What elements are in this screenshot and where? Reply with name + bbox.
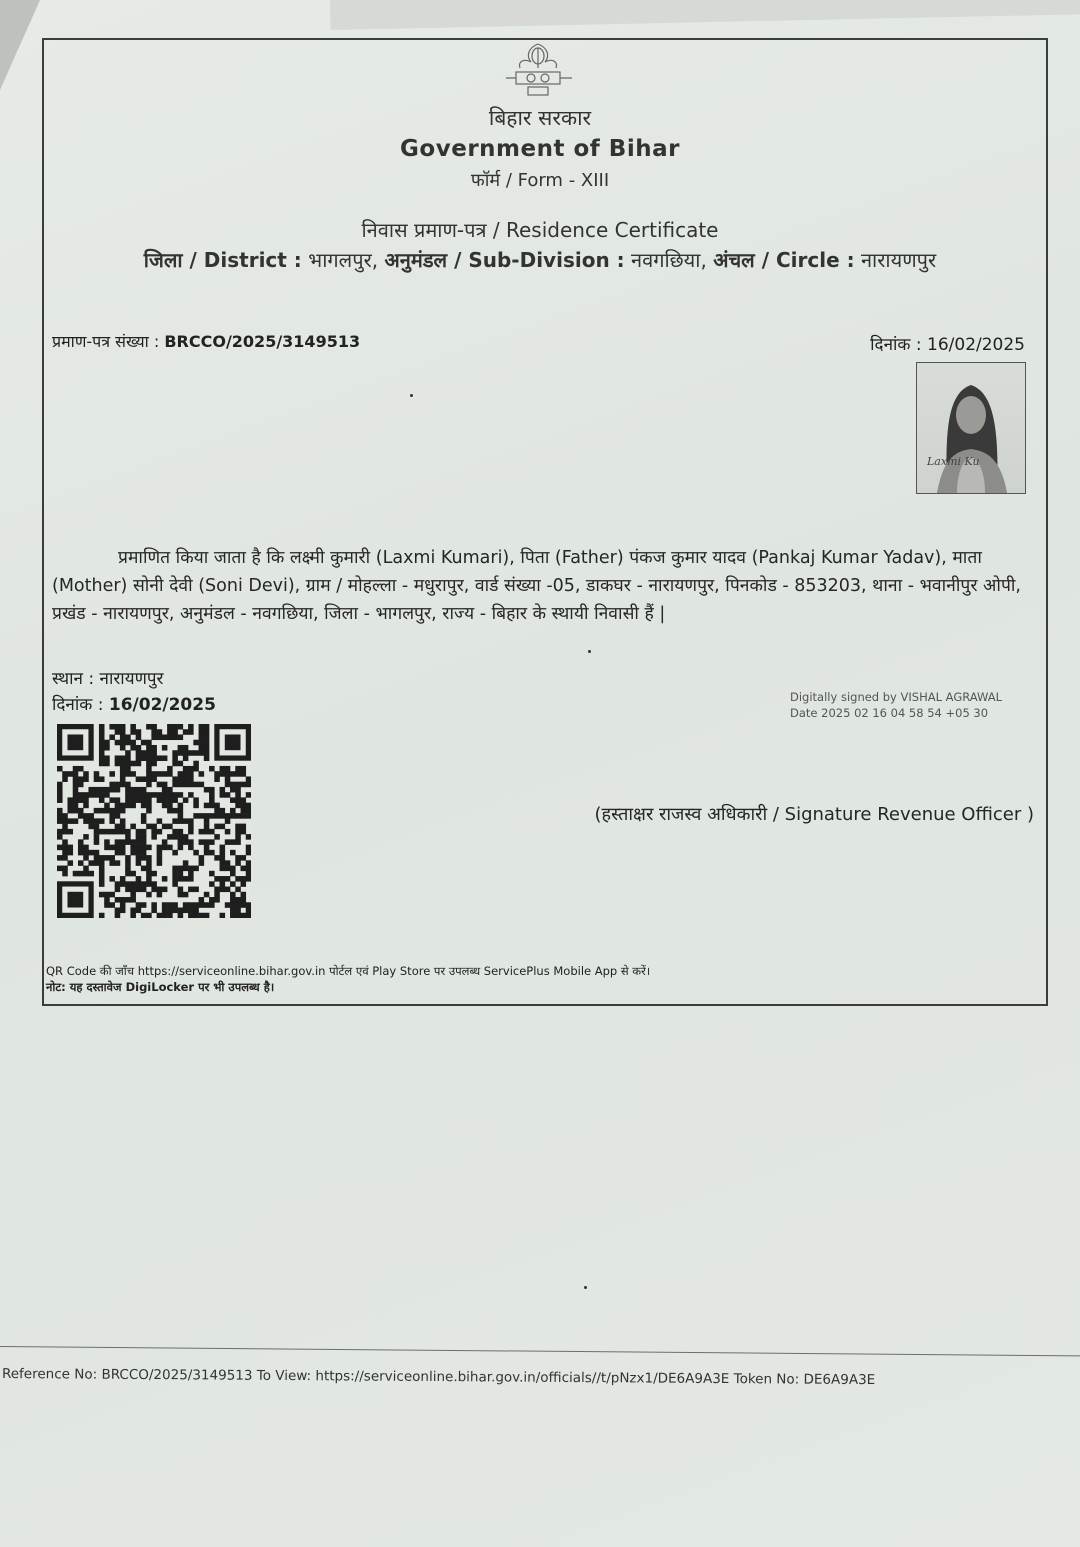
- qr-note-line2: नोट: यह दस्तावेज DigiLocker पर भी उपलब्ध है।: [46, 980, 275, 994]
- qr-verification-note: [46, 963, 650, 995]
- photo-signature: Laxmi Ku: [927, 455, 980, 468]
- place-value: नारायणपुर: [99, 669, 164, 689]
- certificate-body-text: प्रमाणित किया जाता है कि लक्ष्मी कुमारी (Laxmi Kumari), पिता (Father) पंकज कुमार यादव (Pankaj Kumar Yadav), माता (Mother) सोनी देवी (Soni Devi), ग्राम / मोहल्ला - मधुरापुर, वार्ड संख्या -05, डाकघर - नारायणपुर, पिनकोड - 853203, थाना - भवानीपुर ओपी, प्रखंड - नारायणपुर, अनुमंडल - नवगछिया, जिला - भागलपुर, राज्य - बिहार के स्थायी निवासी हैं |: [52, 548, 1021, 624]
- bihar-emblem-icon: [498, 40, 578, 100]
- paper-speck: [410, 394, 413, 397]
- qr-code-icon: [57, 724, 251, 918]
- district-label: जिला / District :: [143, 248, 302, 272]
- reference-divider: [0, 1346, 1080, 1356]
- district-value: भागलपुर,: [308, 248, 379, 272]
- jurisdiction-line: [0, 246, 1080, 273]
- certificate-number-label: प्रमाण-पत्र संख्या :: [52, 332, 160, 351]
- applicant-photo: [916, 362, 1026, 494]
- certificate-body: [52, 544, 1042, 628]
- issue-date-bottom: [52, 692, 216, 715]
- issue-date-value: 16/02/2025: [927, 335, 1025, 355]
- issue-date-bottom-value: 16/02/2025: [108, 695, 216, 715]
- person-portrait-icon: [917, 363, 1025, 493]
- paper-speck: [588, 650, 591, 653]
- issue-date-top: [870, 332, 1025, 355]
- place-label: स्थान :: [52, 669, 95, 689]
- qr-note-line1: QR Code की जाँच https://serviceonline.bihar.gov.in पोर्टल एवं Play Store पर उपलब्ध ServicePlus Mobile App से करें।: [46, 964, 651, 978]
- digital-signature-block: [790, 689, 1002, 721]
- header-english-title: Government of Bihar: [400, 136, 680, 162]
- certificate-title: निवास प्रमाण-पत्र / Residence Certificate: [361, 218, 719, 242]
- digital-signature-date: Date 2025 02 16 04 58 54 +05 30: [790, 706, 989, 720]
- subdivision-value: नवगछिया,: [631, 248, 707, 272]
- subdivision-label: अनुमंडल / Sub-Division :: [384, 248, 625, 272]
- certificate-number-value: BRCCO/2025/3149513: [164, 332, 361, 351]
- paper-speck: [584, 1286, 587, 1289]
- circle-label: अंचल / Circle :: [713, 248, 855, 272]
- place: [52, 666, 163, 689]
- issue-date-label: दिनांक :: [870, 335, 922, 355]
- circle-value: नारायणपुर: [860, 248, 937, 272]
- background-sheet: [330, 0, 1080, 30]
- signature-caption: (हस्ताक्षर राजस्व अधिकारी / Signature Revenue Officer ): [594, 804, 1034, 825]
- certificate-number: [52, 330, 360, 352]
- reference-line: Reference No: BRCCO/2025/3149513 To View: https://serviceonline.bihar.gov.in/officials//t/pNzx1/DE6A9A3E Token No: DE6A9A3E: [1, 1366, 876, 1389]
- digital-signature-name: Digitally signed by VISHAL AGRAWAL: [790, 690, 1003, 704]
- header-hindi-title: बिहार सरकार: [488, 106, 592, 130]
- page-corner-fold: [0, 0, 40, 90]
- issue-date-bottom-label: दिनांक :: [52, 695, 104, 715]
- form-number: फॉर्म / Form - XIII: [470, 170, 610, 191]
